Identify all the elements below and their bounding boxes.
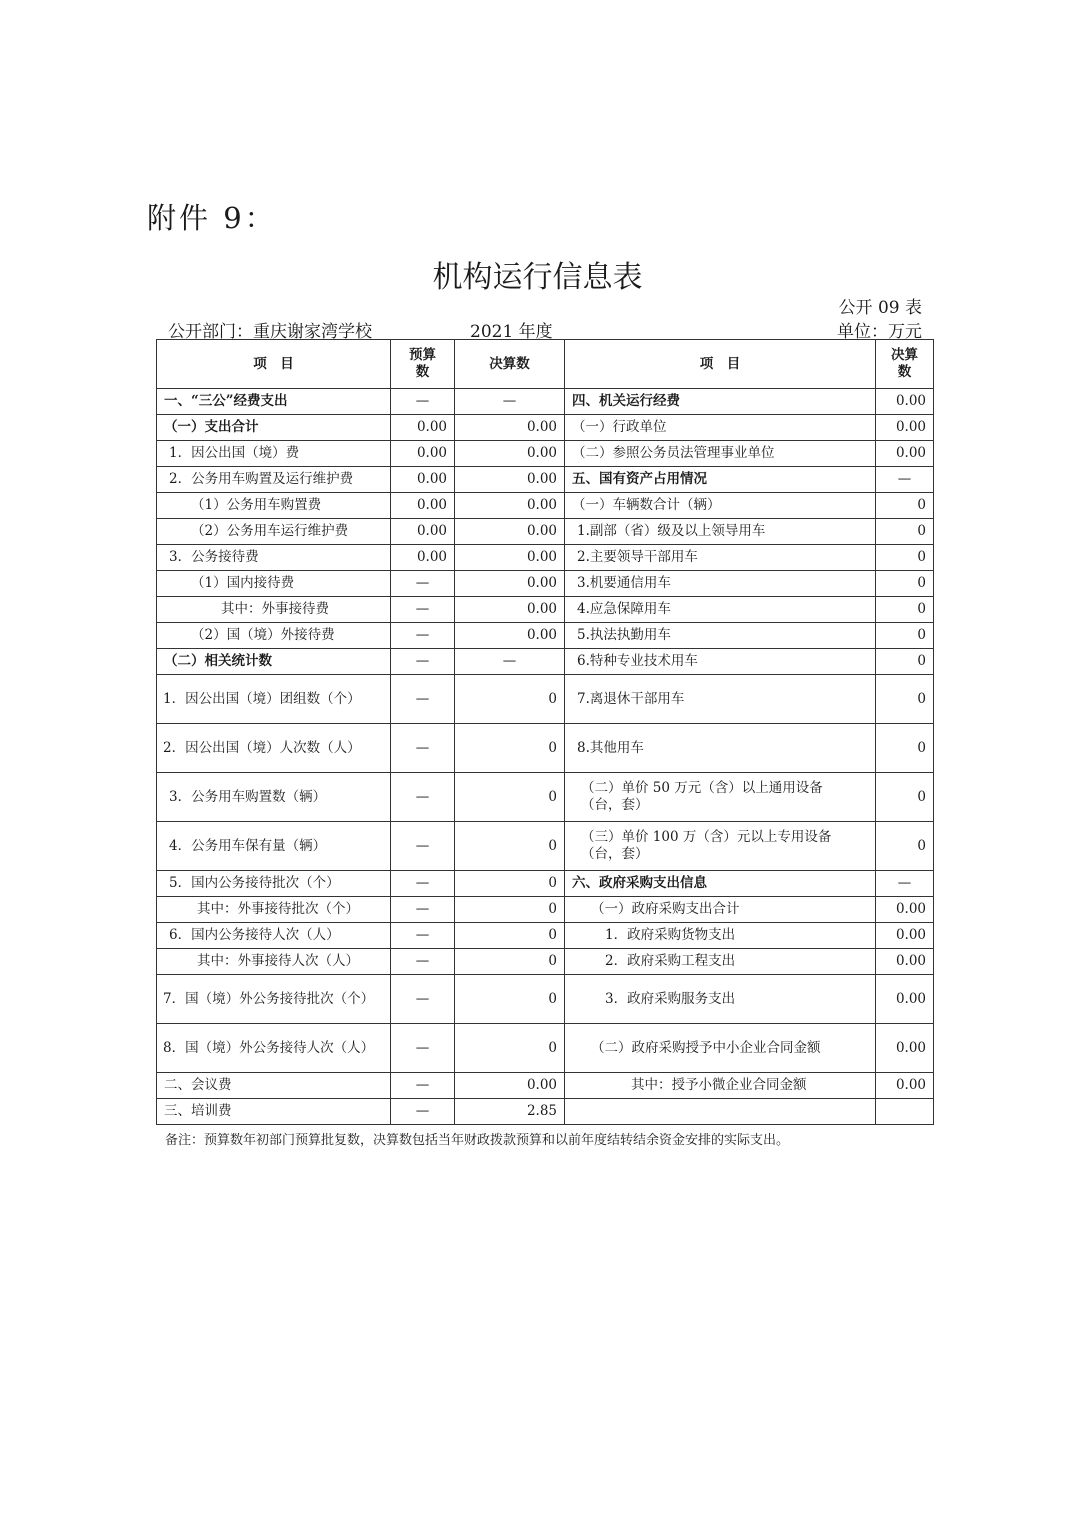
row-label: 2．因公出国（境）人次数（人） [157,724,391,773]
right-label: 1．政府采购货物支出 [565,923,876,949]
right-value: 0 [876,773,934,822]
fiscal-year: 2021 年度 [470,322,553,342]
right-label: （一）车辆数合计（辆） [565,493,876,519]
final-value: 0.00 [455,1073,565,1099]
budget-value: — [391,773,455,822]
right-value: 0.00 [876,441,934,467]
final-value: 0.00 [455,415,565,441]
right-label: （一）行政单位 [565,415,876,441]
row-label: 4．公务用车保有量（辆） [157,822,391,871]
right-label: 6.特种专业技术用车 [565,649,876,675]
right-label: 其中：授予小微企业合同金额 [565,1073,876,1099]
row-label: （1）国内接待费 [157,571,391,597]
department-label: 公开部门：重庆谢家湾学校 [168,322,372,342]
table-row [157,773,934,822]
row-label: 6．国内公务接待人次（人） [157,923,391,949]
budget-value: — [391,571,455,597]
right-label: 5.执法执勤用车 [565,623,876,649]
right-value: 0 [876,597,934,623]
budget-value: — [391,949,455,975]
row-label: 5．国内公务接待批次（个） [157,871,391,897]
right-label: （二）单价 50 万元（含）以上通用设备（台，套） [565,773,876,822]
row-label: 8．国（境）外公务接待人次（人） [157,1024,391,1073]
table-row [157,1073,934,1099]
right-label: 8.其他用车 [565,724,876,773]
right-value: 0 [876,675,934,724]
right-value: 0 [876,822,934,871]
row-label: 其中：外事接待批次（个） [157,897,391,923]
final-value: 0.00 [455,519,565,545]
unit-label: 单位：万元 [837,322,922,342]
row-label: 7．国（境）外公务接待批次（个） [157,975,391,1024]
final-value: 0 [455,675,565,724]
final-value: 0 [455,975,565,1024]
right-value: 0.00 [876,975,934,1024]
right-label: 3.机要通信用车 [565,571,876,597]
right-value: — [876,467,934,493]
table-row [157,1024,934,1073]
row-label: （1）公务用车购置费 [157,493,391,519]
final-value: 0 [455,923,565,949]
table-row [157,571,934,597]
right-label: 1.副部（省）级及以上领导用车 [565,519,876,545]
right-value: 0.00 [876,1024,934,1073]
right-value: 0.00 [876,389,934,415]
right-value [876,1099,934,1125]
table-row [157,623,934,649]
budget-value: — [391,822,455,871]
budget-value: — [391,1073,455,1099]
table-row [157,545,934,571]
budget-value: — [391,724,455,773]
right-value: 0 [876,493,934,519]
budget-value: — [391,389,455,415]
right-label: （二）参照公务员法管理事业单位 [565,441,876,467]
table-row [157,871,934,897]
header-final: 决算数 [455,340,565,389]
budget-value: — [391,597,455,623]
budget-value: 0.00 [391,545,455,571]
right-label: 五、国有资产占用情况 [565,467,876,493]
budget-value: 0.00 [391,441,455,467]
form-number: 公开 09 表 [838,298,922,318]
row-label: 其中：外事接待人次（人） [157,949,391,975]
final-value: — [455,649,565,675]
table-row [157,675,934,724]
final-value: 0.00 [455,493,565,519]
budget-value: 0.00 [391,467,455,493]
final-value: 0 [455,871,565,897]
budget-value: — [391,649,455,675]
table-header-row [157,340,934,389]
header-item-right: 项 目 [565,340,876,389]
table-row [157,897,934,923]
right-value: 0 [876,724,934,773]
budget-value: 0.00 [391,415,455,441]
row-label: 其中：外事接待费 [157,597,391,623]
right-value: 0.00 [876,897,934,923]
row-label: 1．因公出国（境）团组数（个） [157,675,391,724]
budget-value: — [391,923,455,949]
right-label: （一）政府采购支出合计 [565,897,876,923]
final-value: 0.00 [455,467,565,493]
table-row [157,724,934,773]
right-value: — [876,871,934,897]
budget-value: — [391,623,455,649]
final-value: 0.00 [455,623,565,649]
table-row [157,467,934,493]
budget-value: — [391,675,455,724]
header-final-right: 决算数 [876,340,934,389]
budget-value: — [391,871,455,897]
final-value: 2.85 [455,1099,565,1125]
table-row [157,493,934,519]
budget-value: — [391,975,455,1024]
table-row [157,1099,934,1125]
budget-value: — [391,1099,455,1125]
right-label: 四、机关运行经费 [565,389,876,415]
row-label: （一）支出合计 [157,415,391,441]
budget-value: 0.00 [391,493,455,519]
table-note: 备注：预算数年初部门预算批复数，决算数包括当年财政拨款预算和以前年度结转结余资金安排的实际支出。 [165,1133,790,1148]
row-label: 二、会议费 [157,1073,391,1099]
table-row [157,519,934,545]
right-label: （三）单价 100 万（含）元以上专用设备（台，套） [565,822,876,871]
header-budget: 预算数 [391,340,455,389]
right-label [565,1099,876,1125]
right-value: 0.00 [876,923,934,949]
final-value: 0.00 [455,597,565,623]
final-value: 0 [455,949,565,975]
right-value: 0.00 [876,415,934,441]
right-label: 3．政府采购服务支出 [565,975,876,1024]
final-value: 0 [455,1024,565,1073]
table-row [157,389,934,415]
final-value: 0 [455,822,565,871]
row-label: （2）公务用车运行维护费 [157,519,391,545]
row-label: 三、培训费 [157,1099,391,1125]
right-label: 7.离退休干部用车 [565,675,876,724]
table-row [157,441,934,467]
info-table [156,339,934,1125]
final-value: — [455,389,565,415]
right-label: 六、政府采购支出信息 [565,871,876,897]
page-title: 机构运行信息表 [432,260,643,295]
final-value: 0.00 [455,545,565,571]
right-value: 0.00 [876,1073,934,1099]
final-value: 0.00 [455,571,565,597]
right-value: 0 [876,519,934,545]
table-row [157,415,934,441]
table-row [157,597,934,623]
final-value: 0 [455,724,565,773]
budget-value: — [391,1024,455,1073]
right-label: 4.应急保障用车 [565,597,876,623]
row-label: 一、“三公”经费支出 [157,389,391,415]
row-label: （2）国（境）外接待费 [157,623,391,649]
row-label: （二）相关统计数 [157,649,391,675]
table-row [157,975,934,1024]
header-item-left: 项 目 [157,340,391,389]
right-value: 0 [876,571,934,597]
final-value: 0 [455,773,565,822]
table-row [157,649,934,675]
right-label: （二）政府采购授予中小企业合同金额 [565,1024,876,1073]
right-value: 0 [876,649,934,675]
row-label: 3．公务接待费 [157,545,391,571]
budget-value: — [391,897,455,923]
table-row [157,923,934,949]
right-value: 0 [876,545,934,571]
final-value: 0 [455,897,565,923]
right-label: 2．政府采购工程支出 [565,949,876,975]
right-value: 0.00 [876,949,934,975]
right-value: 0 [876,623,934,649]
right-label: 2.主要领导干部用车 [565,545,876,571]
budget-value: 0.00 [391,519,455,545]
table-row [157,949,934,975]
row-label: 2．公务用车购置及运行维护费 [157,467,391,493]
attachment-label: 附件 9： [147,201,277,235]
table-row [157,822,934,871]
row-label: 1．因公出国（境）费 [157,441,391,467]
final-value: 0.00 [455,441,565,467]
row-label: 3．公务用车购置数（辆） [157,773,391,822]
